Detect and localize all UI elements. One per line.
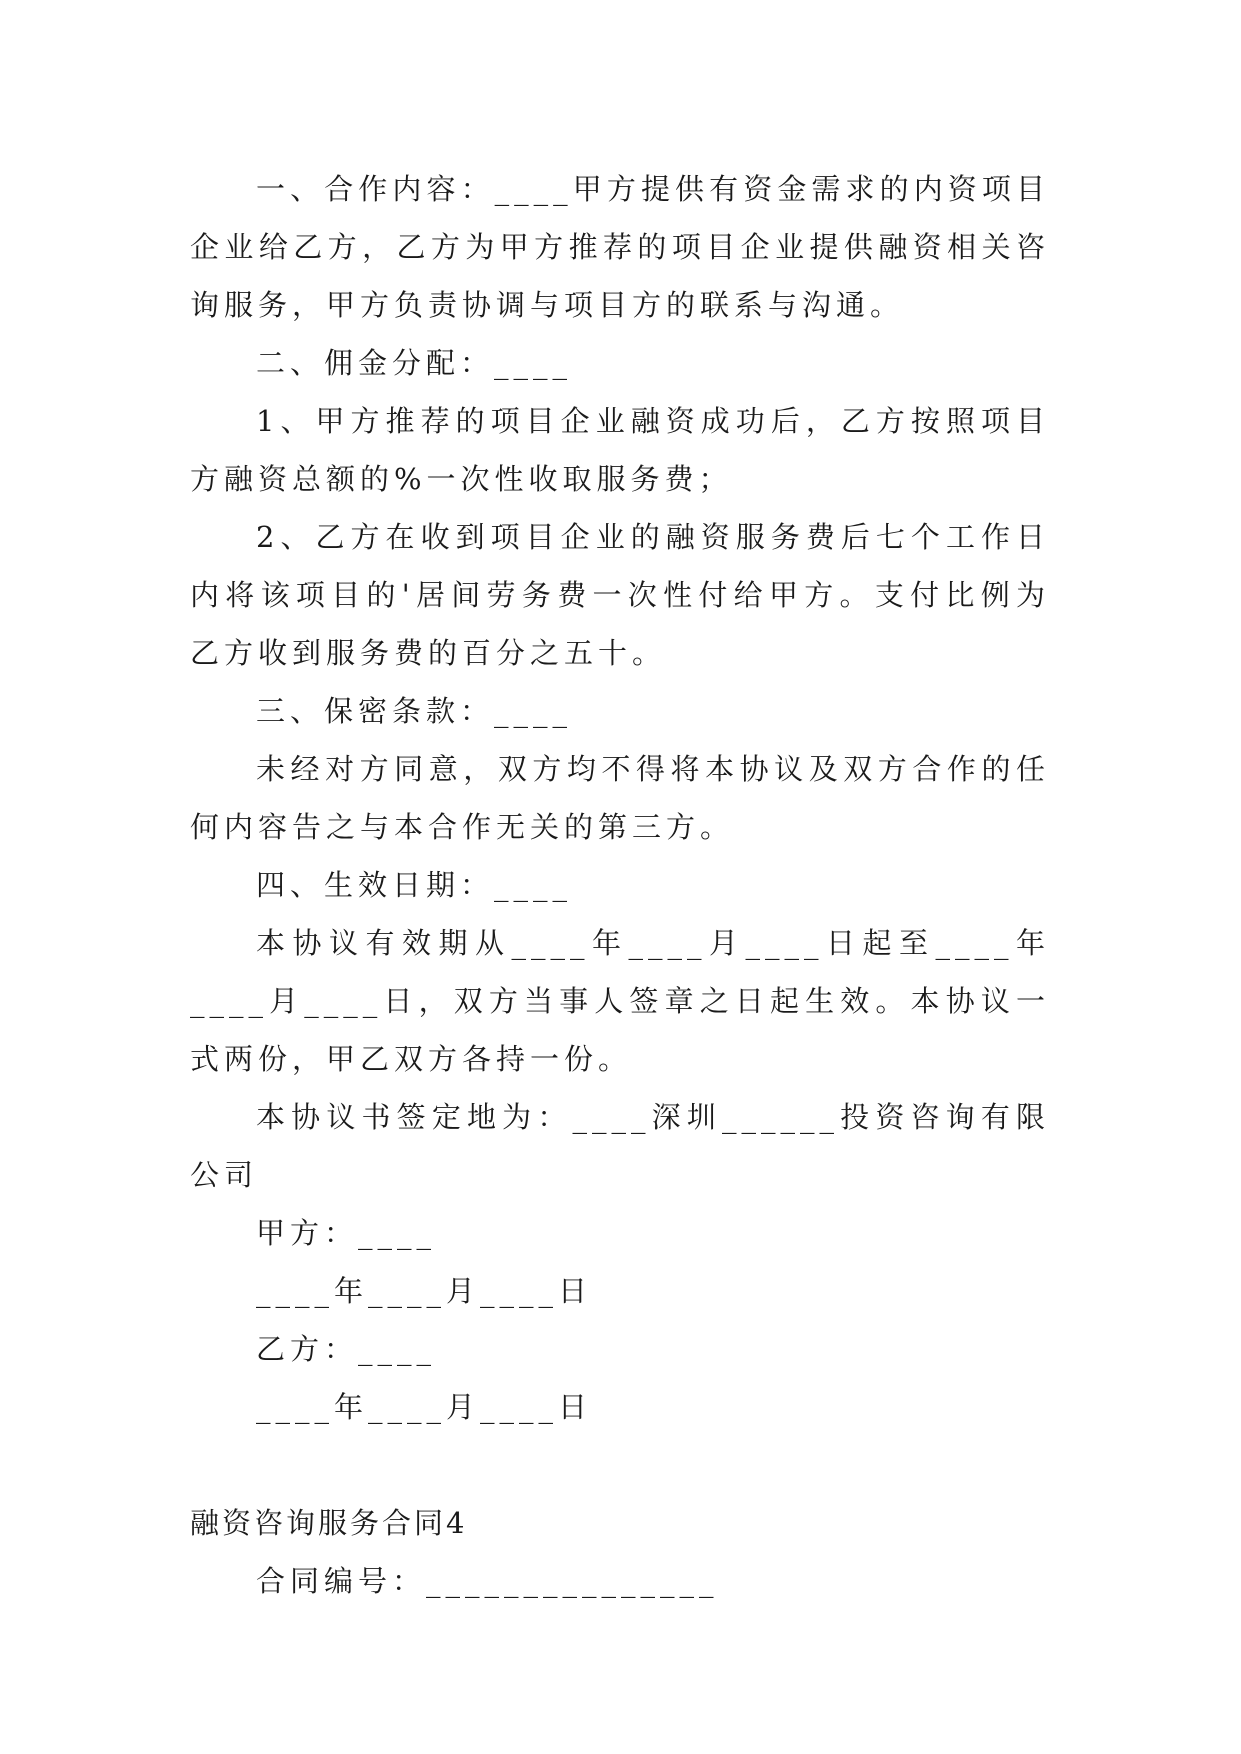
party-b-date: ____年____月____日: [256, 1390, 593, 1424]
contract-number: 合同编号：_______________: [256, 1564, 719, 1598]
section-1-paragraph: 一、合作内容：____甲方提供有资金需求的内资项目企业给乙方，乙方为甲方推荐的项目企业提供融资相关咨询服务，甲方负责协调与项目方的联系与沟通。: [190, 172, 1050, 322]
section-3-body: 未经对方同意，双方均不得将本协议及双方合作的任何内容告之与本合作无关的第三方。: [190, 752, 1050, 844]
section-4-body: 本协议有效期从____年____月____日起至____年____月____日，双方当事人签章之日起生效。本协议一式两份，甲乙双方各持一份。: [190, 926, 1050, 1076]
signing-place: 本协议书签定地为：____深圳______投资咨询有限公司: [190, 1100, 1050, 1192]
section-2-item-2: 2、乙方在收到项目企业的融资服务费后七个工作日内将该项目的'居间劳务费一次性付给甲方。支付比例为乙方收到服务费的百分之五十。: [190, 520, 1050, 670]
spacer: [190, 1436, 1050, 1494]
section-3-heading: 三、保密条款：____: [256, 694, 573, 728]
section-4-heading: 四、生效日期：____: [256, 868, 573, 902]
section-2-heading: 二、佣金分配：____: [256, 346, 573, 380]
party-b-signature: 乙方：____: [256, 1332, 437, 1366]
party-a-date: ____年____月____日: [256, 1274, 593, 1308]
next-contract-title: 融资咨询服务合同4: [190, 1506, 468, 1540]
document-page: [190, 160, 1050, 1610]
section-2-item-1: 1、甲方推荐的项目企业融资成功后，乙方按照项目方融资总额的%一次性收取服务费；: [190, 404, 1050, 496]
party-a-signature: 甲方：____: [256, 1216, 437, 1250]
